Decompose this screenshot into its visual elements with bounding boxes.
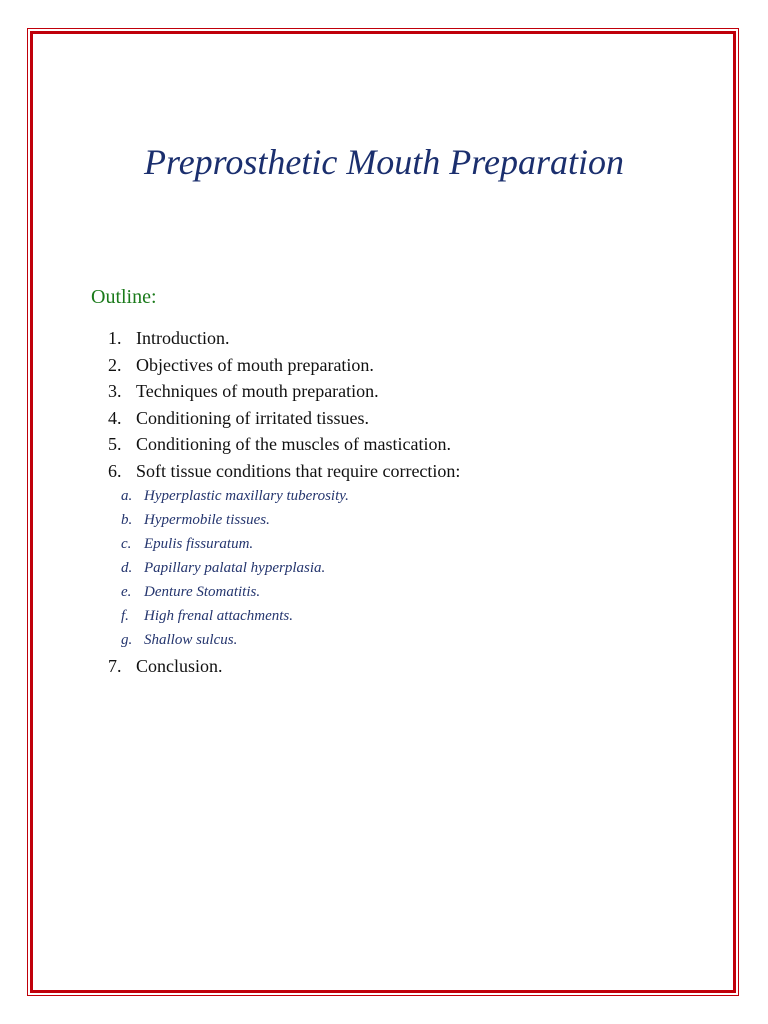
sub-outline-item-text: Shallow sulcus. bbox=[144, 631, 238, 648]
outline-item-number: 7. bbox=[108, 655, 122, 676]
sub-outline-item-letter: d. bbox=[121, 559, 133, 576]
sub-outline-item-text: Hyperplastic maxillary tuberosity. bbox=[144, 487, 349, 504]
outline-item-number: 4. bbox=[108, 407, 122, 428]
document-title: Preprosthetic Mouth Preparation bbox=[144, 142, 624, 182]
sub-outline-item-text: Epulis fissuratum. bbox=[144, 535, 254, 552]
sub-outline-item-letter: c. bbox=[121, 535, 132, 552]
sub-outline-item-text: Hypermobile tissues. bbox=[144, 511, 270, 528]
outline-item bbox=[108, 653, 460, 680]
outline-heading: Outline: bbox=[91, 286, 157, 308]
outline-item-number: 5. bbox=[108, 434, 122, 454]
sub-outline-item-text: High frenal attachments. bbox=[144, 607, 294, 624]
sub-outline-item-text: Papillary palatal hyperplasia. bbox=[144, 559, 326, 576]
outline-item-number: 6. bbox=[108, 460, 122, 481]
outline-item-text: Introduction. bbox=[136, 328, 230, 348]
sub-outline-item-letter: e. bbox=[121, 583, 132, 600]
outline-item bbox=[108, 352, 460, 379]
outline-item-text: Conclusion. bbox=[136, 655, 223, 676]
sub-outline-item bbox=[121, 556, 473, 580]
sub-outline-item-letter: g. bbox=[121, 631, 133, 648]
outline-item bbox=[108, 458, 460, 652]
outline-item bbox=[108, 325, 460, 352]
outline-item-number: 2. bbox=[108, 354, 122, 375]
outline-item bbox=[108, 378, 460, 405]
outline-item-text: Objectives of mouth preparation. bbox=[136, 354, 374, 375]
outline-item-text: Soft tissue conditions that require correction: bbox=[136, 460, 461, 481]
sub-outline-item-letter: f. bbox=[121, 607, 129, 624]
outline-item bbox=[108, 431, 460, 458]
sub-outline-item bbox=[121, 604, 473, 628]
sub-outline-item bbox=[121, 580, 473, 604]
sub-outline-item-letter: a. bbox=[121, 487, 133, 504]
sub-outline-item bbox=[121, 628, 473, 652]
sub-outline-list bbox=[121, 484, 473, 652]
outline-item-text: Techniques of mouth preparation. bbox=[136, 381, 379, 401]
sub-outline-item bbox=[121, 532, 473, 556]
outline-item-number: 3. bbox=[108, 381, 122, 401]
outline-item-number: 1. bbox=[108, 328, 122, 348]
sub-outline-item-text: Denture Stomatitis. bbox=[144, 583, 261, 600]
outline-item-text: Conditioning of the muscles of mastication. bbox=[136, 434, 451, 454]
sub-outline-item bbox=[121, 484, 473, 508]
outline-item bbox=[108, 405, 460, 432]
outline-list bbox=[108, 325, 460, 679]
sub-outline-item bbox=[121, 508, 473, 532]
sub-outline-item-letter: b. bbox=[121, 511, 133, 528]
outline-item-text: Conditioning of irritated tissues. bbox=[136, 407, 369, 428]
